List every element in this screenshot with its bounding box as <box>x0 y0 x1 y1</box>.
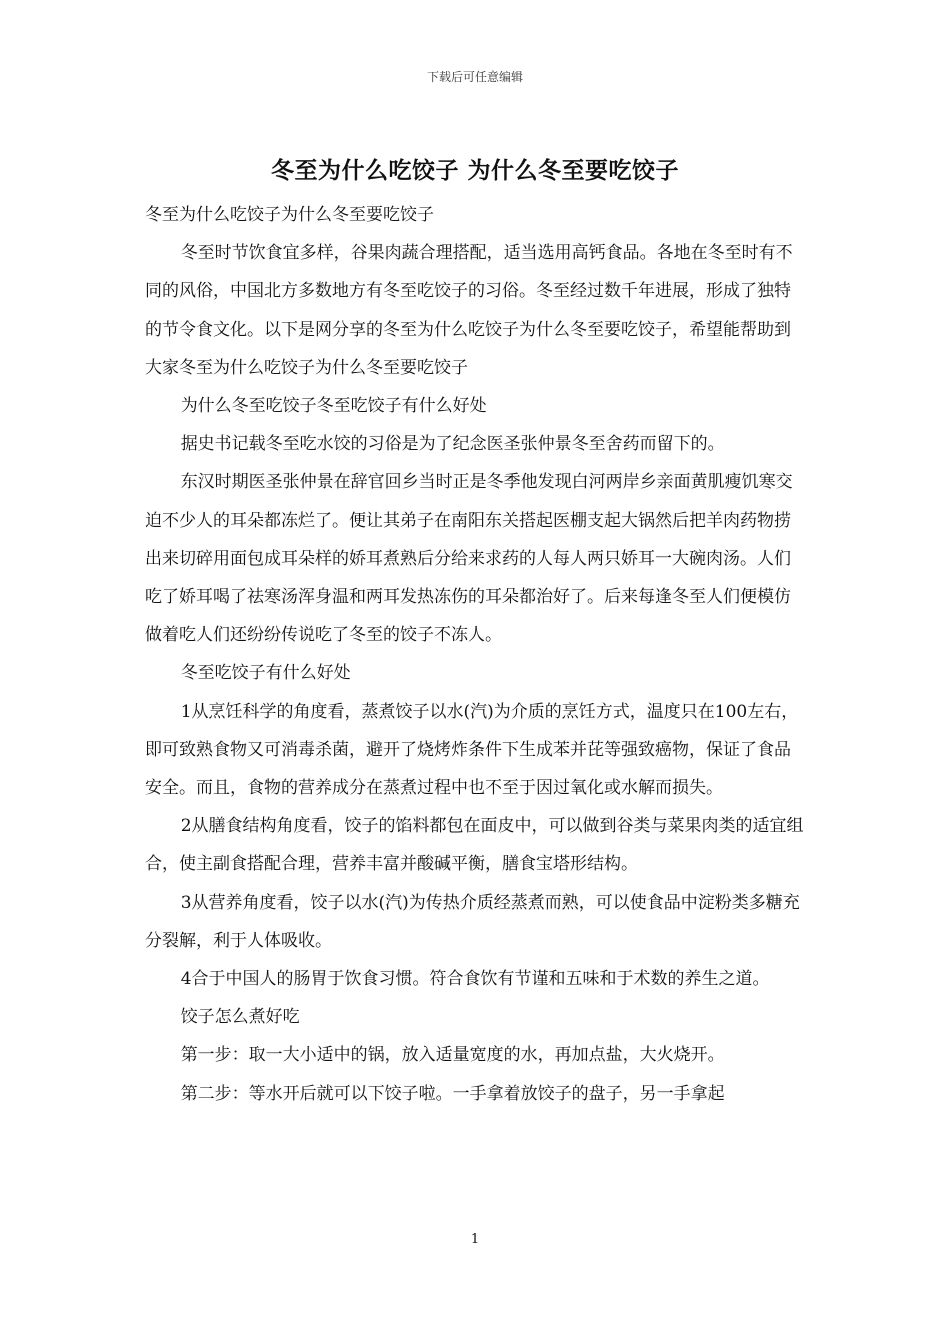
body-paragraph: 冬至时节饮食宜多样，谷果肉蔬合理搭配，适当选用高钙食品。各地在冬至时有不同的风俗，中国北方多数地方有冬至吃饺子的习俗。冬至经过数千年进展，形成了独特的节令食文化。以下是网分享的冬至为什么吃饺子为什么冬至要吃饺子，希望能帮助到大家冬至为什么吃饺子为什么冬至要吃饺子 <box>145 243 793 378</box>
step-paragraph: 第一步：取一大小适中的锅，放入适量宽度的水，再加点盐，大火烧开。 <box>180 1045 725 1066</box>
list-item: 2从膳食结构角度看，饺子的馅料都包在面皮中，可以做到谷类与菜果肉类的适宜组合，使主副食搭配合理，营养丰富并酸碱平衡，膳食宝塔形结构。 <box>145 816 804 875</box>
section-heading: 冬至吃饺子有什么好处 <box>180 663 351 684</box>
header-note: 下载后可任意编辑 <box>426 70 523 84</box>
subtitle-paragraph: 冬至为什么吃饺子为什么冬至要吃饺子 <box>145 205 434 225</box>
body-paragraph: 东汉时期医圣张仲景在辞官回乡当时正是冬季他发现白河两岸乡亲面黄肌瘦饥寒交迫不少人的耳朵都冻烂了。便让其弟子在南阳东关搭起医棚支起大锅然后把羊肉药物捞出来切碎用面包成耳朵样的娇耳煮熟后分给来求药的人每人两只娇耳一大碗肉汤。人们吃了娇耳喝了祛寒汤浑身温和两耳发热冻伤的耳朵都治好了。后来每逢冬至人们便模仿做着吃人们还纷纷传说吃了冬至的饺子不冻人。 <box>145 472 793 646</box>
body-paragraph: 据史书记载冬至吃水饺的习俗是为了纪念医圣张仲景冬至舍药而留下的。 <box>180 434 725 455</box>
list-item: 4合于中国人的肠胃于饮食习惯。符合食饮有节谨和五味和于术数的养生之道。 <box>180 969 770 990</box>
section-heading: 饺子怎么煮好吃 <box>180 1007 300 1028</box>
document-body <box>145 196 807 1113</box>
page-number: 1 <box>470 1232 480 1247</box>
document-title: 冬至为什么吃饺子 为什么冬至要吃饺子 <box>270 157 679 184</box>
section-heading: 为什么冬至吃饺子冬至吃饺子有什么好处 <box>180 396 487 417</box>
list-item: 3从营养角度看，饺子以水(汽)为传热介质经蒸煮而熟，可以使食品中淀粉类多糖充分裂解，利于人体吸收。 <box>145 892 800 951</box>
step-paragraph: 第二步：等水开后就可以下饺子啦。一手拿着放饺子的盘子，另一手拿起 <box>180 1083 725 1104</box>
list-item: 1从烹饪科学的角度看，蒸煮饺子以水(汽)为介质的烹饪方式，温度只在100左右，即可致熟食物又可消毒杀菌，避开了烧烤炸条件下生成苯并芘等强致癌物，保证了食品安全。而且，食物的营养成分在蒸煮过程中也不至于因过氧化或水解而损失。 <box>145 701 799 799</box>
